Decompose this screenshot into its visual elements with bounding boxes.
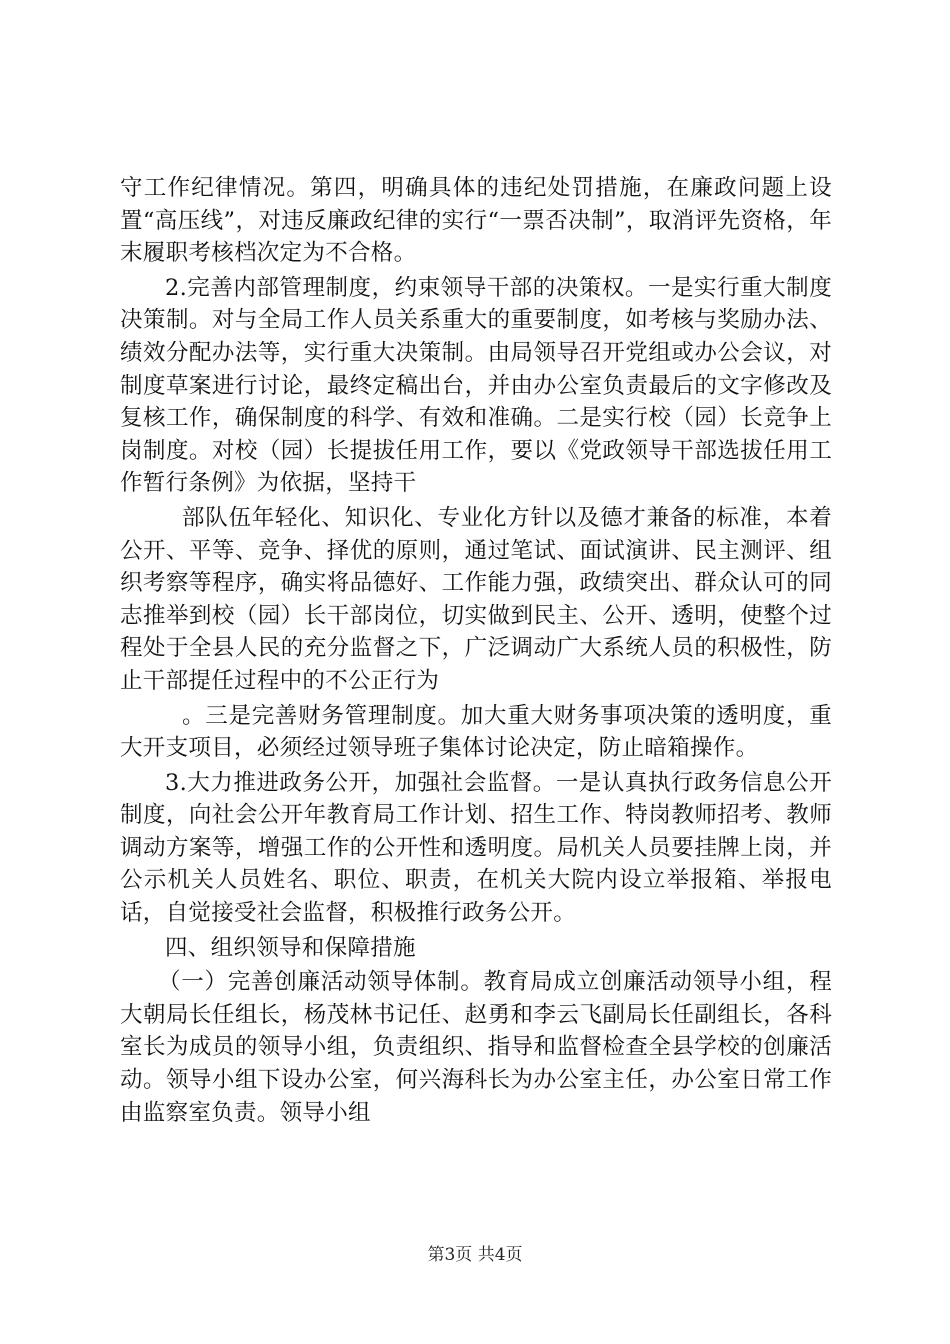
section-heading-organization: 四、组织领导和保障措施 <box>165 934 416 961</box>
paragraph-public-affairs: 3.大力推进政务公开，加强社会监督。一是认真执行政务信息公开制度，向社会公开年教育局工作计划、招生工作、特岗教师招考、教师调动方案等，增强工作的公开性和透明度。局机关人员要挂牌上岗，并公示机关人员姓名、职位、职责，在机关大院内设立举报箱、举报电话，自觉接受社会监督，积极推行政务公开。 <box>120 769 832 927</box>
document-body <box>120 172 832 1129</box>
paragraph-cadre-selection: 部队伍年轻化、知识化、专业化方针以及德才兼备的标准，本着公开、平等、竞争、择优的原则，通过笔试、面试演讲、民主测评、组织考察等程序，确实将品德好、工作能力强，政绩突出、群众认可的同志推举到校（园）长干部岗位，切实做到民主、公开、透明，使整个过程处于全县人民的充分监督之下，广泛调动广大系统人员的积极性，防止干部提任过程中的不公正行为 <box>120 504 832 694</box>
paragraph-leadership-system: （一）完善创廉活动领导体制。教育局成立创廉活动领导小组，程大朝局长任组长，杨茂林书记任、赵勇和李云飞副局长任副组长，各科室长为成员的领导小组，负责组织、指导和监督检查全县学校的创廉活动。领导小组下设办公室，何兴海科长为办公室主任，办公室日常工作由监察室负责。领导小组 <box>120 969 832 1126</box>
paragraph-internal-management: 2.完善内部管理制度，约束领导干部的决策权。一是实行重大制度决策制。对与全局工作人员关系重大的重要制度，如考核与奖励办法、绩效分配办法等，实行重大决策制。由局领导召开党组或办公会议，对制度草案进行讨论，最终定稿出台，并由办公室负责最后的文字修改及复核工作，确保制度的科学、有效和准确。二是实行校（园）长竞争上岗制度。对校（园）长提拔任用工作，要以《党政领导干部选拔任用工作暂行条例》为依据，坚持干 <box>120 274 832 497</box>
paragraph-finance-management: 。三是完善财务管理制度。加大重大财务事项决策的透明度，重大开支项目，必须经过领导班子集体讨论决定，防止暗箱操作。 <box>120 702 832 762</box>
page-number-footer: 第3页 共4页 <box>427 1245 523 1265</box>
paragraph-discipline-continued: 守工作纪律情况。第四，明确具体的违纪处罚措施，在廉政问题上设置“高压线”，对违反廉政纪律的实行“一票否决制”，取消评先资格，年末履职考核档次定为不合格。 <box>120 175 832 267</box>
